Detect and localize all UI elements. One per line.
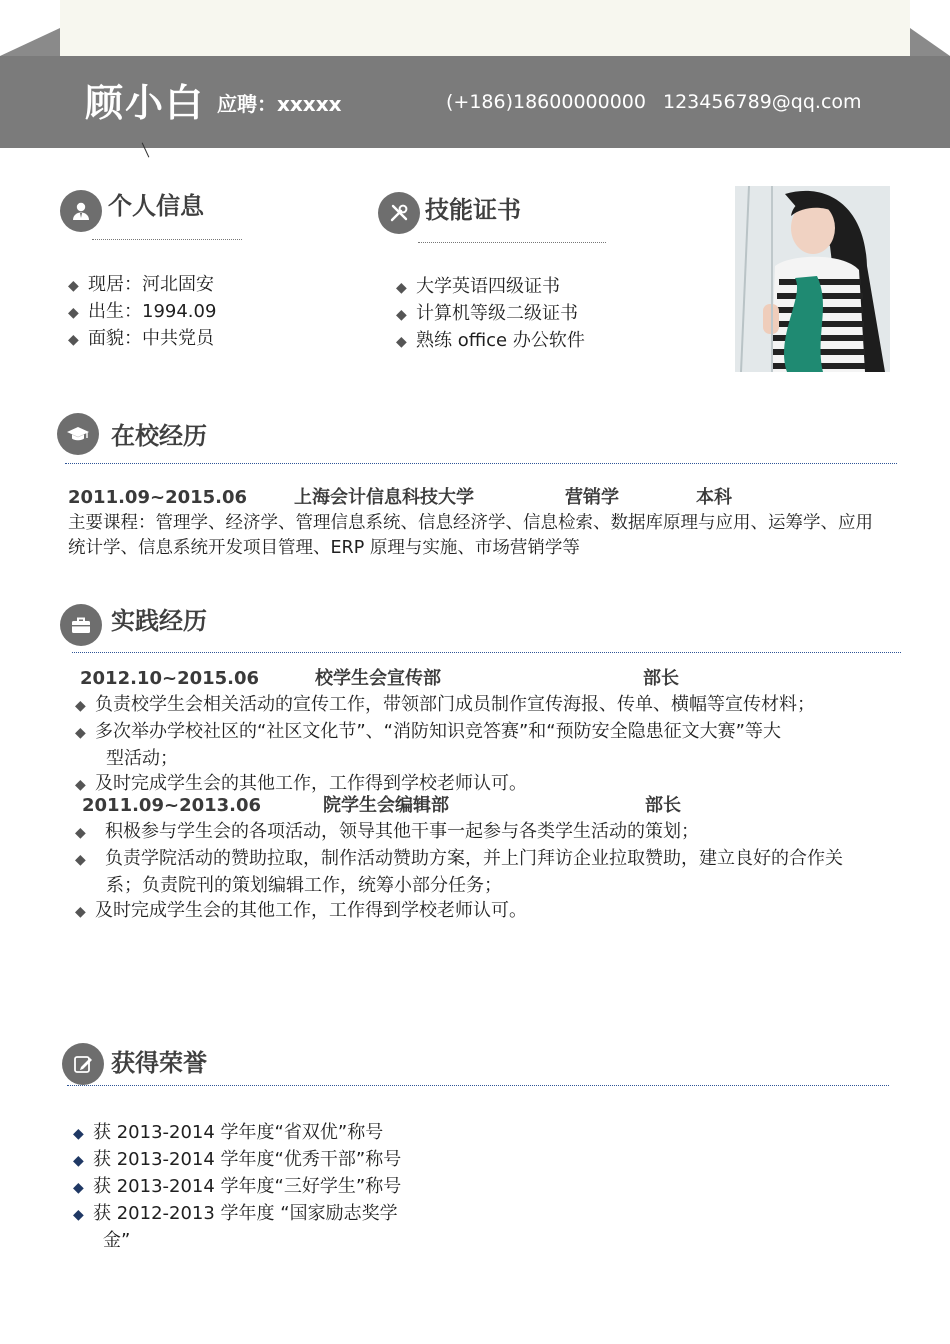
list-item: ◆ 积极参与学生会的各项活动，领导其他干事一起参与各类学生活动的策划； (75, 819, 843, 846)
personal-info-title: 个人信息 (108, 192, 204, 220)
education-courses-line: 主要课程：管理学、经济学、管理信息系统、信息经济学、信息检索、数据库原理与应用、运筹学、应用 (68, 513, 873, 533)
diamond-bullet-icon: ◆ (75, 777, 86, 793)
list-item: ◆ 多次举办学校社区的“社区文化节”、“消防知识竞答赛”和“预防安全隐患征文大赛”等大 (75, 719, 815, 746)
person-icon (60, 190, 102, 232)
practice-title: 实践经历 (111, 607, 207, 635)
list-item-continuation: 金” (103, 1230, 131, 1251)
header-fold-right (910, 28, 950, 56)
list-item: ◆ 获 2013-2014 学年度“省双优”称号 (73, 1120, 401, 1147)
honors-divider (67, 1085, 889, 1086)
diamond-bullet-icon: ◆ (73, 1153, 84, 1169)
diamond-bullet-icon: ◆ (75, 825, 86, 841)
list-item: ◆ 获 2013-2014 学年度“三好学生”称号 (73, 1174, 401, 1201)
education-major: 营销学 (565, 487, 619, 508)
diamond-bullet-icon: ◆ (396, 307, 407, 323)
job2-period: 2011.09~2013.06 (82, 795, 262, 816)
diamond-bullet-icon: ◆ (75, 904, 86, 920)
skills-title: 技能证书 (425, 196, 521, 224)
skills-list (396, 274, 585, 355)
list-item: ◆ 及时完成学生会的其他工作，工作得到学校老师认可。 (75, 771, 815, 798)
education-divider (65, 463, 897, 464)
tools-icon (378, 192, 420, 234)
education-school: 上海会计信息科技大学 (294, 487, 474, 508)
diamond-bullet-icon: ◆ (75, 698, 86, 714)
diamond-bullet-icon: ◆ (68, 305, 79, 321)
job1-org: 校学生会宣传部 (315, 668, 441, 689)
job1-role: 部长 (643, 668, 679, 689)
briefcase-icon (60, 604, 102, 646)
diamond-bullet-icon: ◆ (396, 280, 407, 296)
education-courses-line: 统计学、信息系统开发项目管理、ERP 原理与实施、市场营销学等 (68, 538, 580, 558)
job2-duties (75, 819, 843, 925)
list-item: ◆ 熟练 office 办公软件 (396, 328, 585, 355)
header-top-tab (60, 0, 910, 56)
list-item: ◆ 负责学院活动的赞助拉取，制作活动赞助方案，并上门拜访企业拉取赞助，建立良好的合作关 (75, 846, 843, 873)
practice-divider (72, 652, 901, 653)
personal-info-divider (92, 239, 242, 240)
list-item-continuation: 型活动； (106, 748, 178, 769)
list-item: ◆ 出生：1994.09 (68, 299, 216, 326)
graduation-cap-icon (57, 413, 99, 455)
applied-position: 应聘：xxxxx (217, 92, 342, 116)
diamond-bullet-icon: ◆ (73, 1180, 84, 1196)
job2-role: 部长 (645, 795, 681, 816)
list-item: ◆ 及时完成学生会的其他工作，工作得到学校老师认可。 (75, 898, 843, 925)
diamond-bullet-icon: ◆ (68, 332, 79, 348)
diamond-bullet-icon: ◆ (68, 278, 79, 294)
diamond-bullet-icon: ◆ (73, 1207, 84, 1223)
education-title: 在校经历 (111, 422, 207, 450)
candidate-name: 顾小白 (85, 81, 206, 125)
honors-list (73, 1120, 401, 1253)
list-item: ◆ 获 2012-2013 学年度 “国家励志奖学 (73, 1201, 401, 1228)
job1-duties (75, 692, 815, 798)
diamond-bullet-icon: ◆ (396, 334, 407, 350)
profile-photo (735, 186, 890, 372)
email-address: 123456789@qq.com (663, 91, 862, 113)
diamond-bullet-icon: ◆ (75, 725, 86, 741)
list-item: ◆ 现居：河北固安 (68, 272, 216, 299)
personal-info-list (68, 272, 216, 353)
header-fold-left (0, 28, 60, 56)
edit-pencil-icon (62, 1043, 104, 1085)
list-item: ◆ 获 2013-2014 学年度“优秀干部”称号 (73, 1147, 401, 1174)
list-item: ◆ 计算机等级二级证书 (396, 301, 585, 328)
diamond-bullet-icon: ◆ (73, 1126, 84, 1142)
education-degree: 本科 (696, 487, 732, 508)
skills-divider (418, 242, 606, 243)
list-item: ◆ 面貌：中共党员 (68, 326, 216, 353)
job2-org: 院学生会编辑部 (323, 795, 449, 816)
phone-number: (+186)18600000000 (446, 91, 646, 113)
job1-period: 2012.10~2015.06 (80, 668, 260, 689)
list-item: ◆ 负责校学生会相关活动的宣传工作，带领部门成员制作宣传海报、传单、横幅等宣传材料； (75, 692, 815, 719)
diamond-bullet-icon: ◆ (75, 852, 86, 868)
honors-title: 获得荣誉 (111, 1049, 207, 1077)
education-period: 2011.09~2015.06 (68, 487, 248, 508)
list-item-continuation: 系；负责院刊的策划编辑工作，统筹小部分任务； (106, 875, 502, 896)
list-item: ◆ 大学英语四级证书 (396, 274, 585, 301)
